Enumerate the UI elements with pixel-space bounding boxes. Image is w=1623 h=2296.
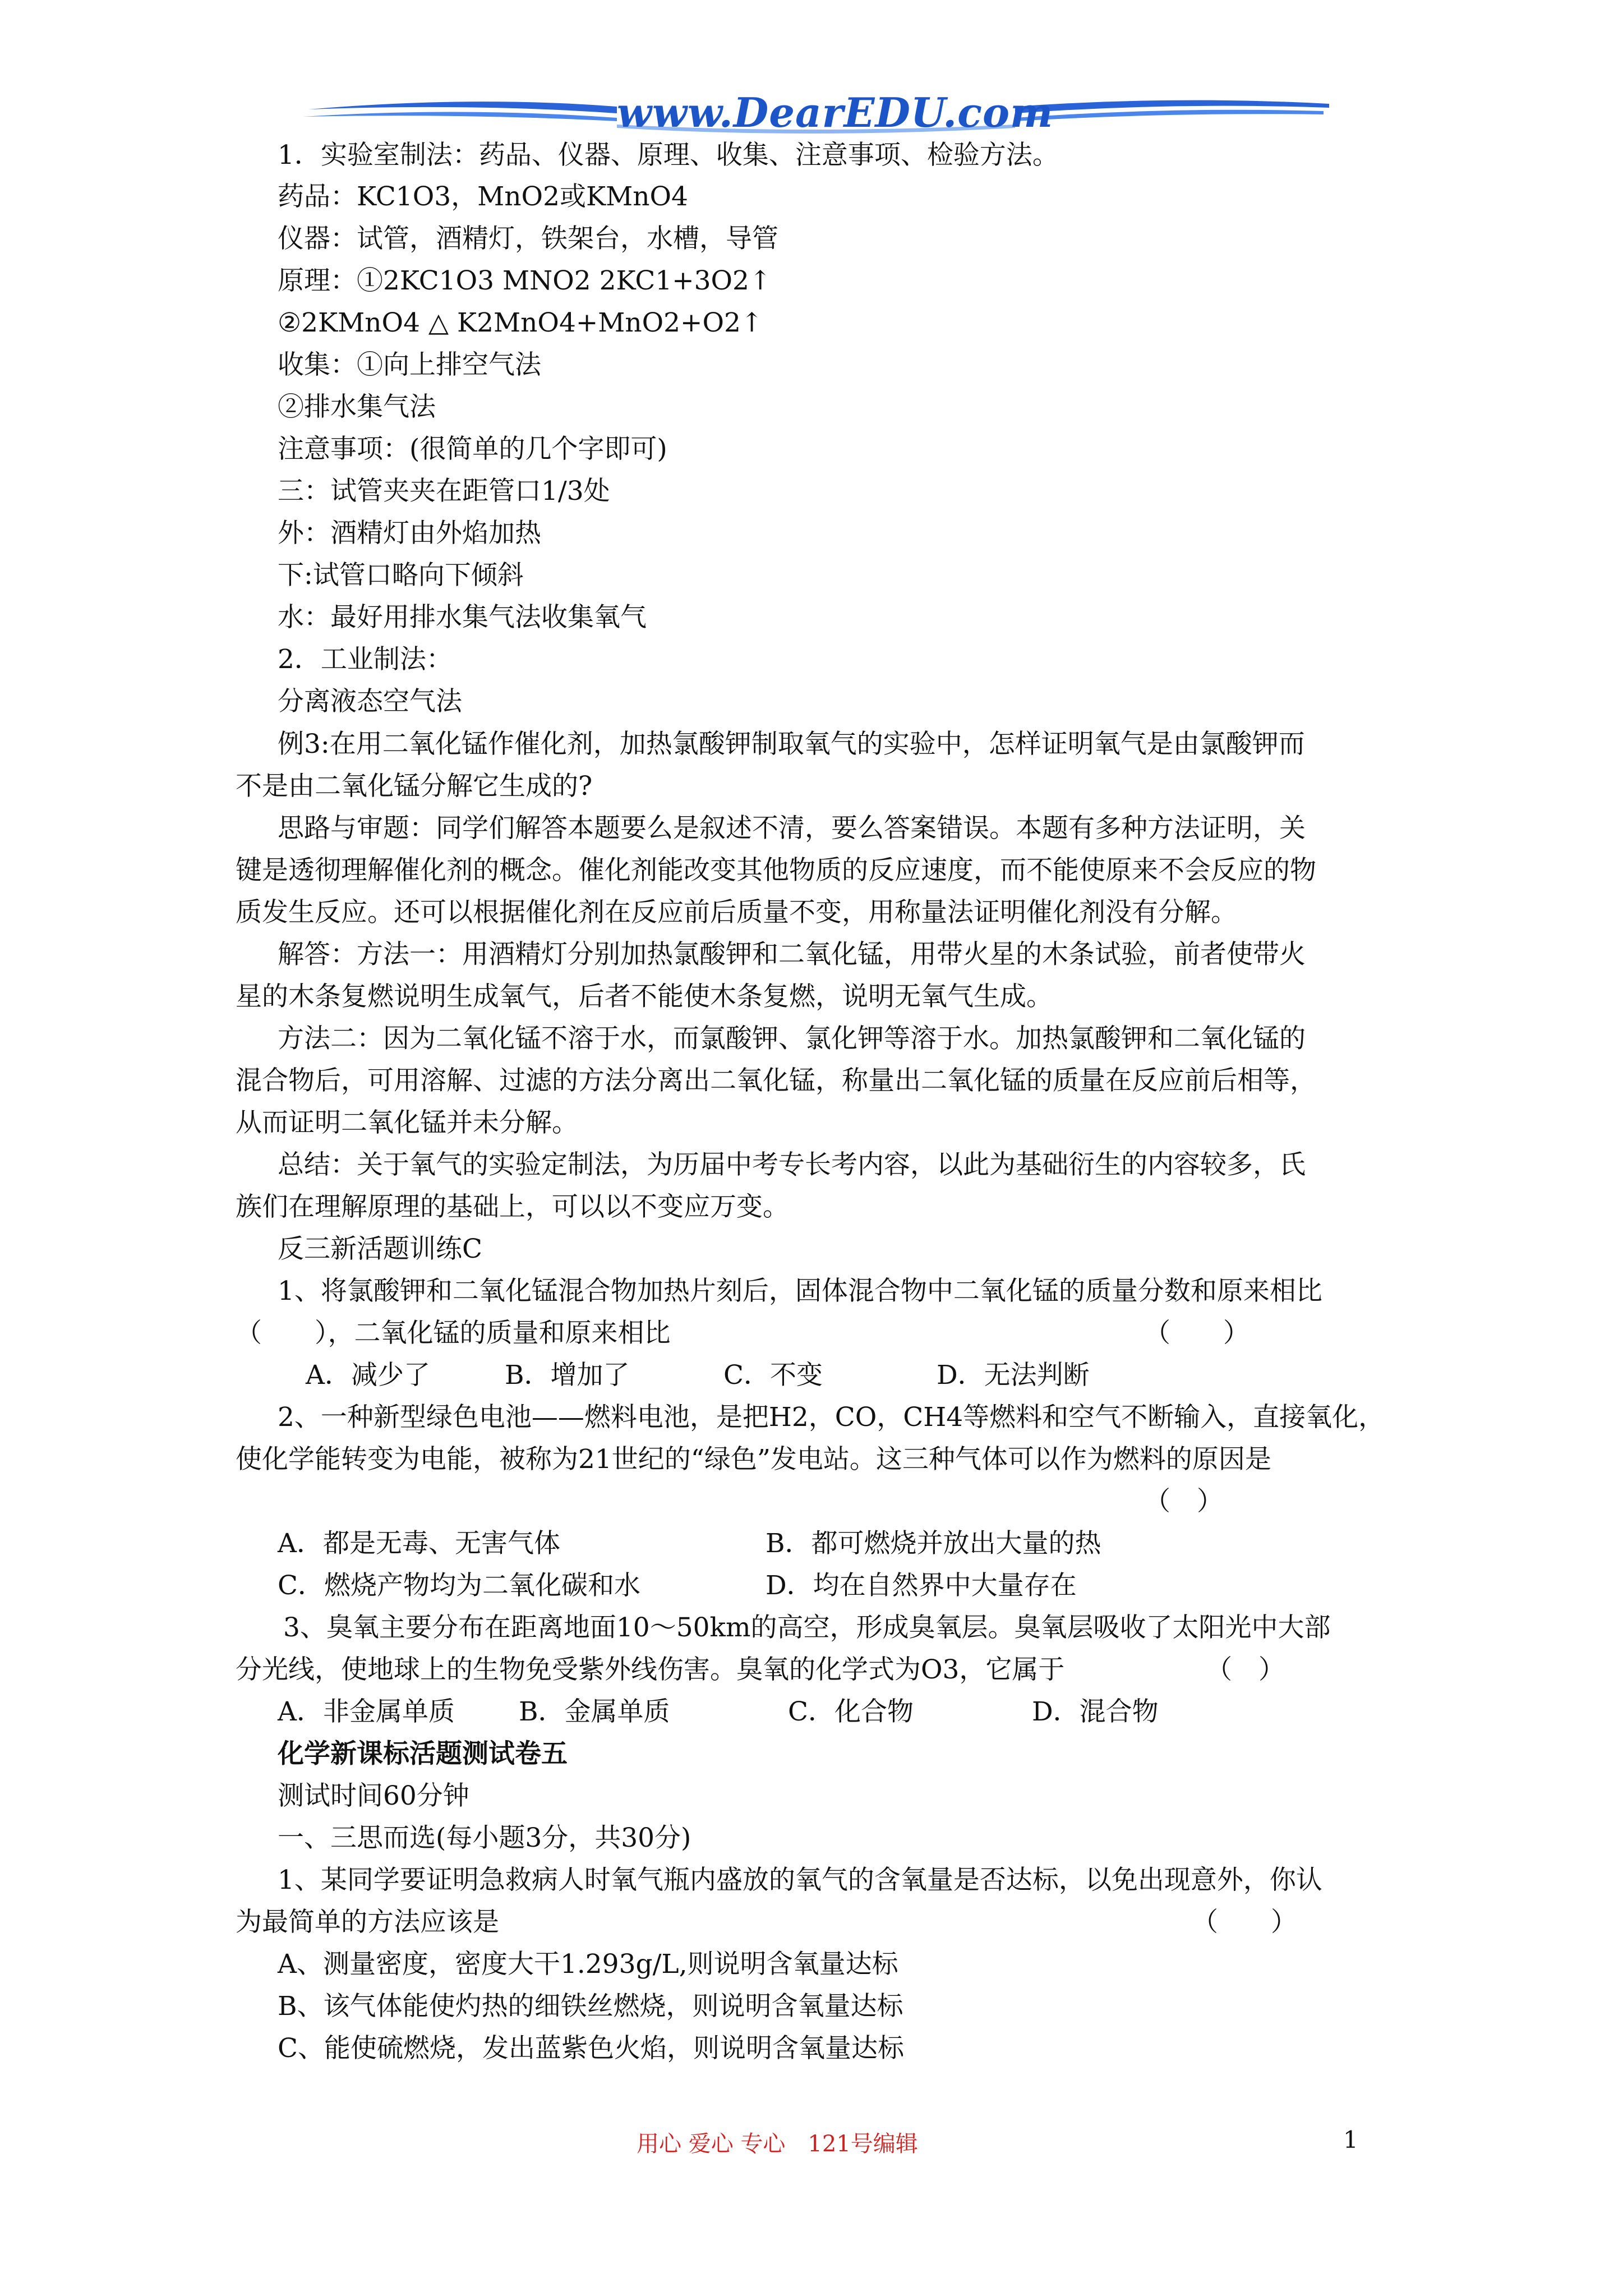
answer-bracket: （ ）	[1144, 1486, 1223, 1517]
option-d: D．无法判断	[937, 1360, 1090, 1391]
option-a: A．非金属单质	[278, 1696, 455, 1727]
text-line: 下:试管口略向下倾斜	[278, 560, 524, 591]
question-1: 1、将氯酸钾和二氧化锰混合物加热片刻后，固体混合物中二氧化锰的质量分数和原来相比	[278, 1276, 1322, 1306]
text-line: 键是透彻理解催化剂的概念。催化剂能改变其他物质的反应速度，而不能使原来不会反应的物	[236, 855, 1316, 886]
text-line: 收集：①向上排空气法	[278, 349, 541, 380]
option-d: D．混合物	[1032, 1696, 1159, 1727]
answer-bracket: （ ）	[1206, 1654, 1285, 1685]
text-line: 总结：关于氧气的实验定制法，为历届中考专长考内容，以此为基础衍生的内容较多，氏	[278, 1149, 1306, 1180]
page-number: 1	[1343, 2126, 1358, 2154]
text-line: 1．实验室制法：药品、仪器、原理、收集、注意事项、检验方法。	[278, 140, 1059, 171]
question-3: 3、臭氧主要分布在距离地面10～50km的高空，形成臭氧层。臭氧层吸收了太阳光中大部	[283, 1612, 1331, 1643]
text-line: 测试时间60分钟	[278, 1780, 469, 1811]
question-1: 1、某同学要证明急救病人时氧气瓶内盛放的氧气的含氧量是否达标，以免出现意外，你认	[278, 1865, 1322, 1895]
text-line: 质发生反应。还可以根据催化剂在反应前后质量不变，用称量法证明催化剂没有分解。	[236, 897, 1237, 928]
example-heading: 例3:在用二氧化锰作催化剂，加热氯酸钾制取氧气的实验中，怎样证明氧气是由氯酸钾而	[278, 729, 1305, 760]
text-line: 混合物后，可用溶解、过滤的方法分离出二氧化锰，称量出二氧化锰的质量在反应前后相等，	[236, 1065, 1316, 1096]
page-header	[303, 84, 1329, 146]
text-line: 不是由二氧化锰分解它生成的?	[236, 771, 593, 802]
option-c: C．燃烧产物均为二氧化碳和水	[278, 1570, 640, 1601]
text-line: 药品：KC1O3，MnO2或KMnO4	[278, 181, 688, 212]
answer-bracket: （ ）	[1192, 1907, 1297, 1938]
text-line: 思路与审题：同学们解答本题要么是叙述不清，要么答案错误。本题有多种方法证明，关	[278, 813, 1306, 844]
option-b: B．增加了	[505, 1360, 630, 1391]
text-line: 2．工业制法：	[278, 644, 453, 675]
option-c: C、能使硫燃烧，发出蓝紫色火焰，则说明含氧量达标	[278, 2033, 904, 2064]
option-c: C．化合物	[788, 1696, 914, 1727]
text-line: 从而证明二氧化锰并未分解。	[236, 1107, 578, 1138]
section-heading: 反三新活题训练C	[278, 1234, 482, 1264]
text-line: 星的木条复燃说明生成氧气，后者不能使木条复燃，说明无氧气生成。	[236, 981, 1053, 1012]
text-line: 外：酒精灯由外焰加热	[278, 518, 541, 549]
text-line: 为最简单的方法应该是	[236, 1907, 499, 1938]
option-b: B．都可燃烧并放出大量的热	[766, 1528, 1101, 1559]
text-line: 使化学能转变为电能，被称为21世纪的“绿色”发电站。这三种气体可以作为燃料的原因是	[236, 1444, 1271, 1475]
option-a: A、测量密度，密度大干1.293g/L,则说明含氧量达标	[278, 1949, 898, 1980]
text-line: 族们在理解原理的基础上，可以以不变应万变。	[236, 1191, 789, 1222]
text-line: 方法二：因为二氧化锰不溶于水，而氯酸钾、氯化钾等溶于水。加热氯酸钾和二氧化锰的	[278, 1023, 1306, 1054]
text-line: 仪器：试管，酒精灯，铁架台，水槽，导管	[278, 223, 778, 254]
text-line: 原理：①2KC1O3 MNO2 2KC1+3O2↑	[278, 265, 772, 296]
text-line: ②2KMnO4 △ K2MnO4+MnO2+O2↑	[278, 307, 763, 338]
option-b: B．金属单质	[519, 1696, 670, 1727]
option-d: D．均在自然界中大量存在	[766, 1570, 1077, 1601]
text-line: 三：试管夹夹在距管口1/3处	[278, 476, 610, 507]
question-2: 2、一种新型绿色电池——燃料电池，是把H2，CO，CH4等燃料和空气不断输入，直接氧化，	[278, 1402, 1385, 1433]
section-heading: 一、三思而选(每小题3分，共30分)	[278, 1823, 691, 1853]
option-a: A．都是无毒、无害气体	[278, 1528, 560, 1559]
text-line: ②排水集气法	[278, 392, 436, 422]
site-logo[interactable]: www.DearEDU.com	[617, 89, 1054, 136]
option-a: A．减少了	[306, 1360, 430, 1391]
answer-bracket: （ ）	[1144, 1318, 1249, 1349]
option-b: B、该气体能使灼热的细铁丝燃烧，则说明含氧量达标	[278, 1991, 903, 2022]
text-line: （ ），二氧化锰的质量和原来相比	[236, 1318, 671, 1349]
option-c: C．不变	[723, 1360, 823, 1391]
text-line: 分光线，使地球上的生物免受紫外线伤害。臭氧的化学式为O3，它属于	[236, 1654, 1065, 1685]
text-line: 分离液态空气法	[278, 686, 462, 717]
text-line: 注意事项：(很简单的几个字即可)	[278, 434, 667, 464]
text-line: 水：最好用排水集气法收集氧气	[278, 602, 647, 633]
footer-credit: 用心 爱心 专心 121号编辑	[637, 2131, 918, 2157]
test-title: 化学新课标活题测试卷五	[278, 1738, 568, 1769]
text-line: 解答：方法一：用酒精灯分别加热氯酸钾和二氧化锰，用带火星的木条试验，前者使带火	[278, 939, 1306, 970]
